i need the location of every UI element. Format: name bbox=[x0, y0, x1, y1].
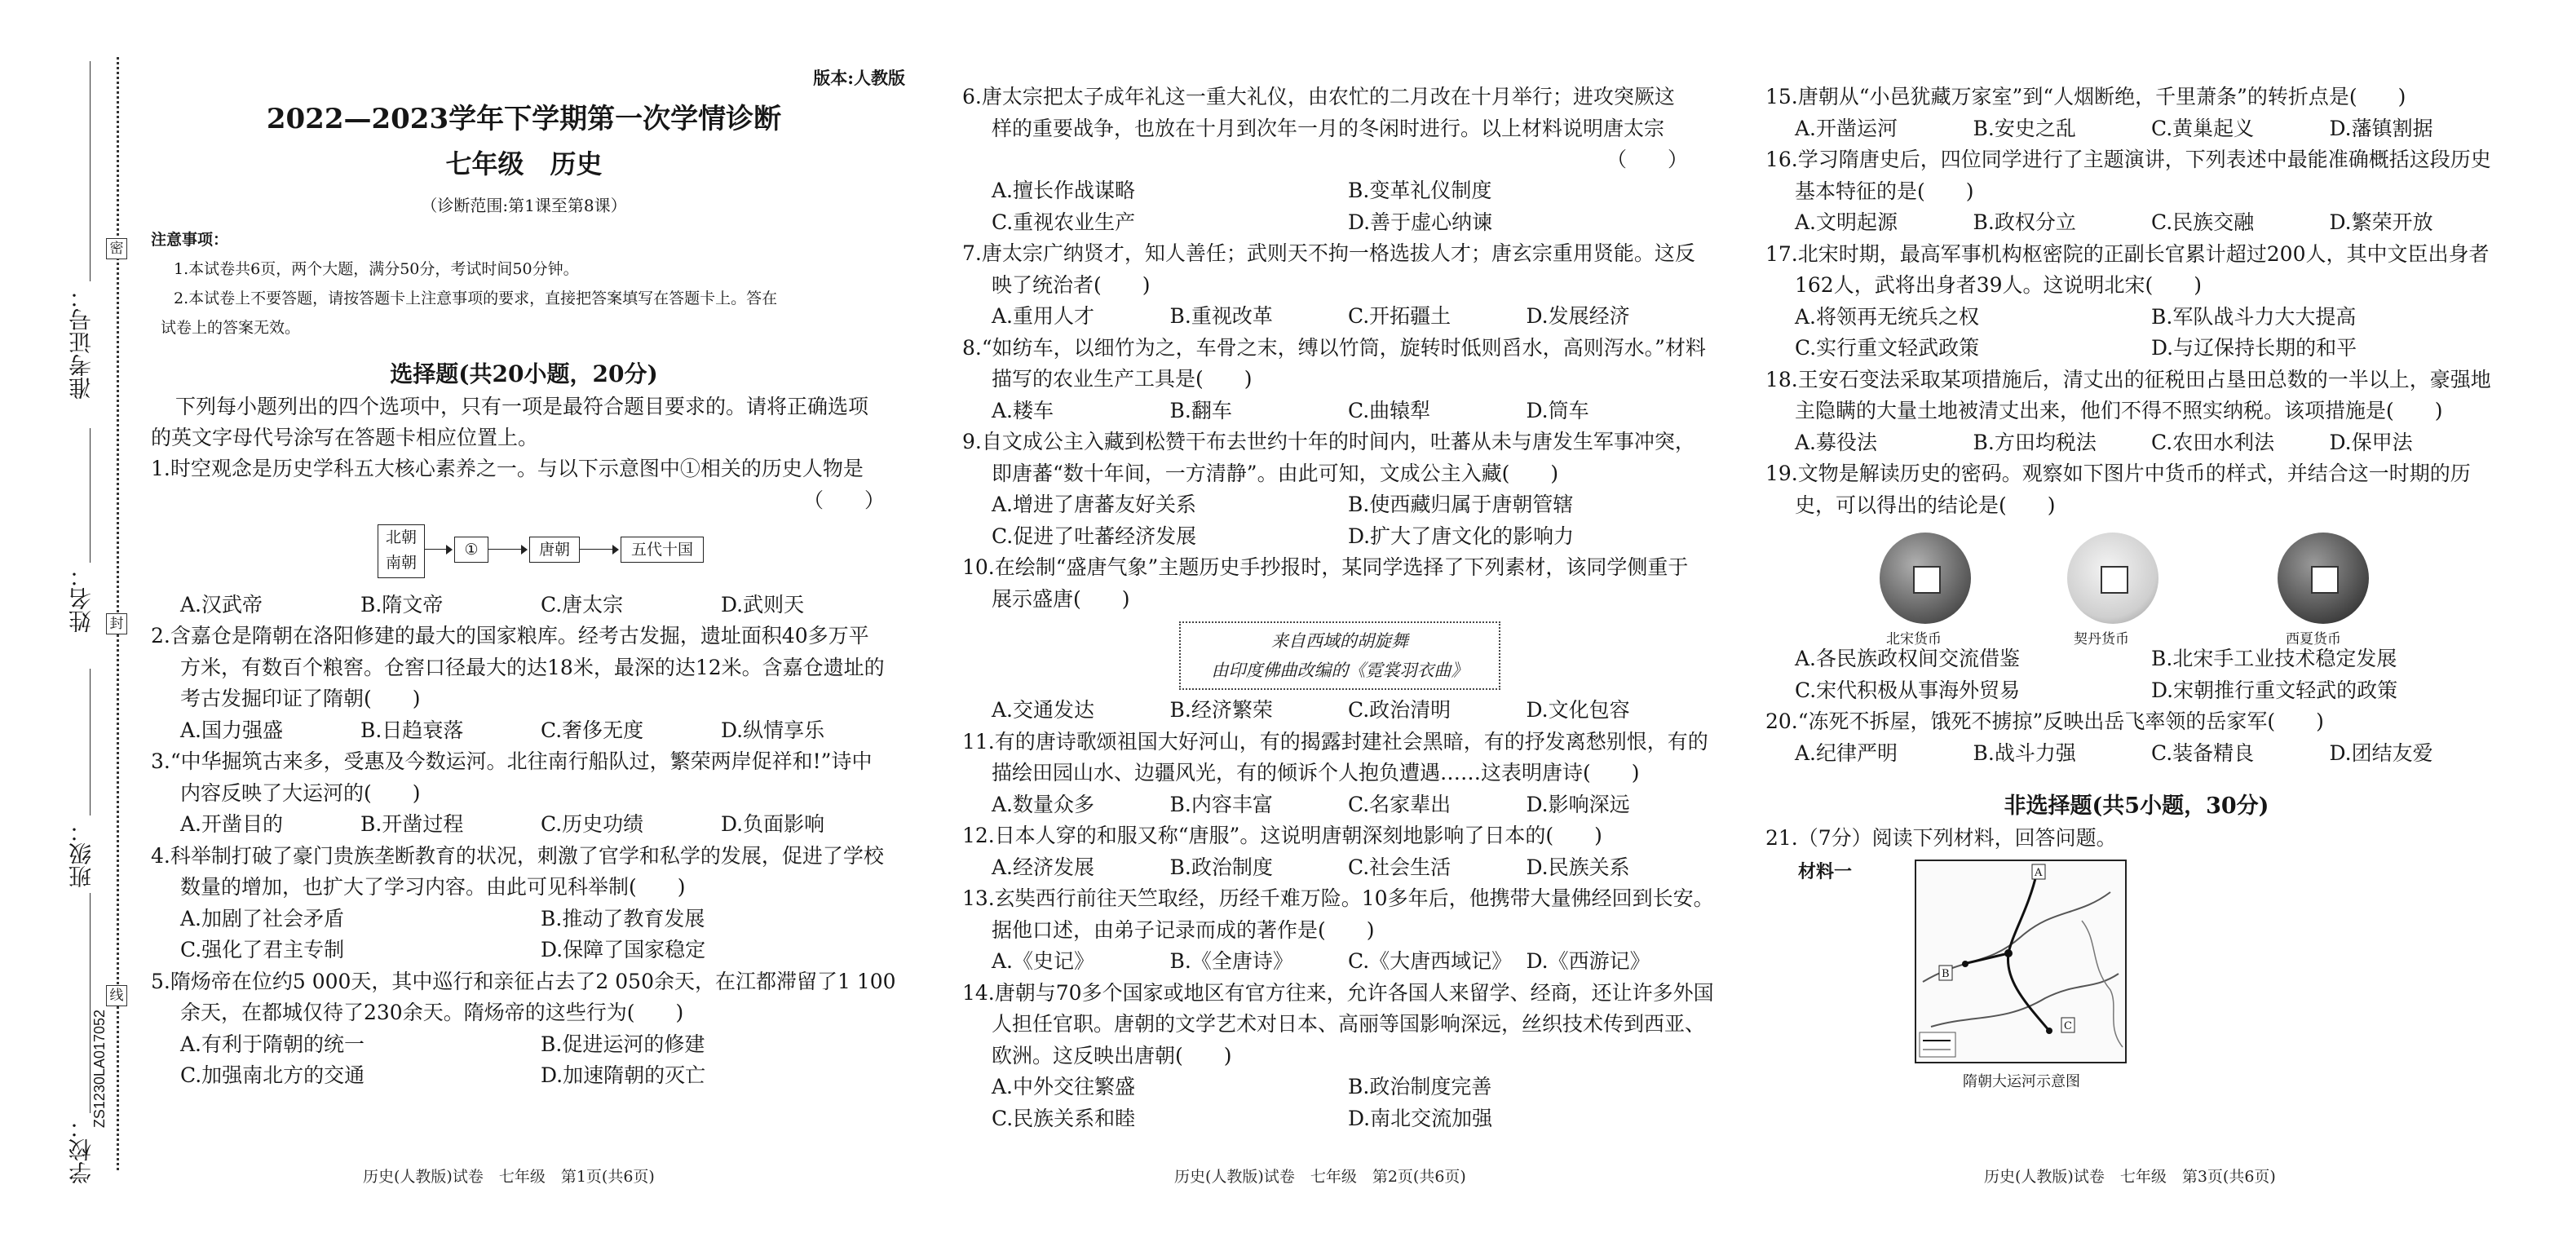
option-c[interactable]: C.名家辈出 bbox=[1348, 792, 1451, 816]
timeline-south-label: 南朝 bbox=[385, 553, 417, 572]
option-a[interactable]: A.募役法 bbox=[1795, 430, 1878, 454]
option-c[interactable]: C.历史功绩 bbox=[541, 812, 644, 836]
question-20 bbox=[1765, 706, 2508, 769]
q2-line: 2.含嘉仓是隋朝在洛阳修建的最大的国家粮库。经考古发掘，遗址面积40多万平 bbox=[151, 624, 869, 648]
option-d[interactable]: D.文化包容 bbox=[1526, 698, 1630, 722]
option-d[interactable]: D.武则天 bbox=[721, 592, 805, 617]
map-city-dot bbox=[2046, 1028, 2052, 1034]
q18-line: 18.王安石变法采取某项措施后，清丈出的征税田占垦田总数的一半以上，豪强地 bbox=[1765, 367, 2491, 391]
question-15 bbox=[1765, 82, 2508, 144]
q8-line: 描写的农业生产工具是( ) bbox=[992, 367, 1253, 391]
q21-stem: 21.（7分）阅读下列材料，回答问题。 bbox=[1765, 826, 2117, 850]
q17-line: 162人，武将出身者39人。这说明北宋( ) bbox=[1795, 273, 2203, 297]
page-3-body bbox=[1765, 82, 2508, 1099]
sui-canal-map bbox=[1915, 860, 2127, 1063]
question-14 bbox=[962, 978, 1714, 1135]
coin-square-hole bbox=[2311, 566, 2339, 594]
timeline-box-north-south bbox=[378, 524, 425, 578]
q19-line: 史，可以得出的结论是( ) bbox=[1795, 493, 2056, 517]
option-d[interactable]: D.民族关系 bbox=[1526, 855, 1630, 879]
option-d[interactable]: D.《西游记》 bbox=[1526, 949, 1650, 973]
q1-answer-paren[interactable]: （ ） bbox=[802, 488, 885, 512]
option-c[interactable]: C.强化了君主专制 bbox=[180, 938, 345, 961]
option-d[interactable]: D.藩镇割据 bbox=[2329, 116, 2433, 140]
option-a[interactable]: A.有利于隋朝的统一 bbox=[180, 1032, 365, 1056]
edition-label: 版本:人教版 bbox=[813, 68, 905, 88]
option-b[interactable]: B.政权分立 bbox=[1973, 210, 2076, 234]
option-a[interactable]: A.重用人才 bbox=[992, 304, 1095, 328]
name-label: 姓名： bbox=[68, 564, 95, 633]
serial-number: ZS1230LA017052 bbox=[91, 1010, 108, 1129]
page-3-footer: 历史(人教版)试卷 七年级 第3页(共6页) bbox=[1984, 1168, 2276, 1186]
option-d[interactable]: D.繁荣开放 bbox=[2329, 210, 2433, 234]
q14-line: 欧洲。这反映出唐朝( ) bbox=[992, 1043, 1232, 1067]
option-d[interactable]: D.筒车 bbox=[1526, 398, 1589, 422]
option-a[interactable]: A.增进了唐蕃友好关系 bbox=[992, 493, 1197, 516]
option-b[interactable]: B.政治制度完善 bbox=[1348, 1075, 1492, 1098]
seal-char-2: 封 bbox=[106, 613, 127, 634]
option-d[interactable]: D.负面影响 bbox=[721, 812, 825, 836]
q20-options bbox=[1765, 738, 2508, 770]
option-c[interactable]: C.开拓疆土 bbox=[1348, 304, 1451, 328]
q9-options bbox=[962, 489, 1704, 552]
option-b[interactable]: B.《全唐诗》 bbox=[1169, 949, 1293, 973]
q4-line: 4.科举制打破了豪门贵族垄断教育的状况，刺激了官学和私学的发展，促进了学校 bbox=[151, 843, 884, 868]
option-a[interactable]: A.交通发达 bbox=[992, 698, 1095, 722]
class-label: 班级： bbox=[68, 820, 95, 888]
q21-material-1 bbox=[1765, 855, 2508, 1099]
seal-char-3: 线 bbox=[106, 985, 127, 1006]
arrow-3-head bbox=[612, 545, 619, 555]
note-item: 1.本试卷共6页，两个大题，满分50分，考试时间50分钟。 bbox=[174, 260, 579, 278]
question-2 bbox=[151, 621, 901, 746]
option-d[interactable]: D.影响深远 bbox=[1526, 792, 1630, 816]
option-a[interactable]: A.开凿运河 bbox=[1795, 116, 1898, 140]
q3-line: 内容反映了大运河的( ) bbox=[180, 780, 421, 805]
option-b[interactable]: B.方田均税法 bbox=[1973, 430, 2097, 454]
question-11 bbox=[962, 727, 1708, 821]
q19-coins bbox=[1765, 521, 2508, 648]
option-b[interactable]: B.推动了教育发展 bbox=[541, 906, 705, 930]
question-10 bbox=[962, 552, 1704, 727]
map-city-dot bbox=[1962, 961, 1968, 967]
q8-line: 8.“如纺车，以细竹为之，车骨之末，缚以竹筒，旋转时低则舀水，高则泻水。”材料 bbox=[962, 335, 1706, 360]
option-c[interactable]: C.曲辕犁 bbox=[1348, 398, 1431, 422]
q10-material-box bbox=[1179, 621, 1500, 690]
map-label-b: B bbox=[1942, 967, 1950, 980]
note-item: 2.本试卷上不要答题，请按答题卡上注意事项的要求，直接把答案填写在答题卡上。答在 bbox=[174, 290, 778, 307]
option-a[interactable]: A.中外交往繁盛 bbox=[992, 1075, 1136, 1098]
q7-line: 映了统治者( ) bbox=[992, 272, 1151, 297]
option-b[interactable]: B.政治制度 bbox=[1169, 855, 1273, 879]
q10-options bbox=[962, 695, 1704, 727]
page-2-footer: 历史(人教版)试卷 七年级 第2页(共6页) bbox=[1174, 1168, 1466, 1186]
exam-subtitle: 七年级 历史 bbox=[445, 148, 603, 179]
map-caption: 隋朝大运河示意图 bbox=[1963, 1072, 2080, 1090]
q18-options bbox=[1765, 427, 2508, 459]
exam-id-label: 准考证号： bbox=[68, 285, 95, 400]
option-a[interactable]: A.纪律严明 bbox=[1795, 740, 1898, 765]
arrow-3 bbox=[580, 549, 616, 550]
map-legend bbox=[1920, 1032, 1955, 1057]
q20-line: 20.“冻死不拆屋，饿死不掳掠”反映出岳飞率领的岳家军( ) bbox=[1765, 709, 2324, 733]
coin-caption: 契丹货币 bbox=[2074, 631, 2129, 648]
timeline-box-five-dynasties: 五代十国 bbox=[621, 537, 704, 563]
notes bbox=[151, 225, 897, 343]
timeline-box-1: ① bbox=[454, 537, 488, 563]
q2-line: 考古发掘印证了隋朝( ) bbox=[180, 687, 421, 710]
q10-material-line: 由印度佛曲改编的《霓裳羽衣曲》 bbox=[1211, 661, 1469, 680]
q11-line: 描绘田园山水、边疆风光，有的倾诉个人抱负遭遇……这表明唐诗( ) bbox=[992, 761, 1640, 785]
q16-line: 16.学习隋唐史后，四位同学进行了主题演讲，下列表述中最能准确概括这段历史 bbox=[1765, 148, 2491, 171]
question-12 bbox=[962, 820, 1704, 883]
option-a[interactable]: A.文明起源 bbox=[1795, 210, 1898, 234]
question-4 bbox=[151, 841, 901, 966]
school-write-line[interactable] bbox=[90, 893, 91, 1113]
seal-char-1: 密 bbox=[106, 238, 127, 259]
timeline-north-label: 北朝 bbox=[385, 528, 417, 546]
option-c[interactable]: C.宋代积极从事海外贸易 bbox=[1795, 678, 2021, 702]
q7-options bbox=[962, 301, 1704, 333]
option-b[interactable]: B.日趋衰落 bbox=[360, 718, 464, 742]
option-a[interactable]: A.各民族政权间交流借鉴 bbox=[1795, 647, 2021, 670]
q6-line: 样的重要战争，也放在十月到次年一月的冬闲时进行。以上材料说明唐太宗 bbox=[992, 116, 1665, 140]
q10-line: 展示盛唐( ) bbox=[992, 586, 1130, 611]
option-b[interactable]: B.内容丰富 bbox=[1169, 792, 1273, 816]
option-b[interactable]: B.重视改革 bbox=[1169, 304, 1273, 328]
q15-line: 15.唐朝从“小邑犹藏万家室”到“人烟断绝，千里萧条”的转折点是( ) bbox=[1765, 85, 2406, 108]
option-b[interactable]: B.北宋手工业技术稳定发展 bbox=[2151, 647, 2397, 670]
q5-line: 余天，在都城仅待了230余天。隋炀帝的这些行为( ) bbox=[180, 1001, 684, 1024]
exam-id-write-line[interactable] bbox=[90, 61, 91, 281]
option-d[interactable]: D.加速隋朝的灭亡 bbox=[541, 1063, 706, 1087]
question-9 bbox=[962, 427, 1704, 552]
arrow-2-head bbox=[521, 545, 528, 555]
option-c[interactable]: C.社会生活 bbox=[1348, 855, 1451, 879]
school-label: 学校： bbox=[68, 1116, 95, 1184]
option-c[interactable]: C.重视农业生产 bbox=[992, 210, 1136, 234]
q1-stem: 1.时空观念是历史学科五大核心素养之一。与以下示意图中①相关的历史人物是 bbox=[151, 457, 864, 480]
option-a[interactable]: A.数量众多 bbox=[992, 792, 1095, 816]
q14-options bbox=[962, 1072, 1704, 1134]
q3-options bbox=[151, 809, 901, 841]
arrow-1-head bbox=[446, 545, 453, 555]
q16-options bbox=[1765, 207, 2508, 239]
q12-options bbox=[962, 852, 1704, 884]
option-d[interactable]: D.与辽保持长期的和平 bbox=[2151, 336, 2357, 360]
option-b[interactable]: B.军队战斗力大大提高 bbox=[2151, 304, 2357, 329]
timeline-box-tang: 唐朝 bbox=[529, 537, 580, 563]
option-c[interactable]: C.装备精良 bbox=[2151, 740, 2255, 765]
option-b[interactable]: B.经济繁荣 bbox=[1169, 698, 1273, 722]
option-b[interactable]: B.安史之乱 bbox=[1973, 116, 2076, 140]
option-a[interactable]: A.《史记》 bbox=[992, 949, 1095, 973]
q2-line: 方米，有数百个粮窖。仓窖口径最大的达18米，最深的达12米。含嘉仓遗址的 bbox=[180, 655, 885, 679]
q11-line: 11.有的唐诗歌颂祖国大好河山，有的揭露封建社会黑暗，有的抒发离愁别恨，有的 bbox=[962, 729, 1708, 754]
q15-options bbox=[1765, 113, 2508, 145]
option-b[interactable]: B.使西藏归属于唐朝管辖 bbox=[1348, 493, 1574, 516]
option-c[interactable]: C.实行重文轻武政策 bbox=[1795, 336, 1980, 360]
option-d[interactable]: D.团结友爱 bbox=[2329, 740, 2433, 765]
question-8 bbox=[962, 333, 1704, 427]
option-c[interactable]: C.政治清明 bbox=[1348, 698, 1451, 722]
q13-options bbox=[962, 946, 1704, 978]
q10-material-line: 来自西域的胡旋舞 bbox=[1271, 631, 1408, 651]
option-b[interactable]: B.战斗力强 bbox=[1973, 740, 2076, 765]
question-19 bbox=[1765, 458, 2508, 706]
option-a[interactable]: A.汉武帝 bbox=[180, 592, 263, 617]
khitan-coin-image bbox=[2067, 533, 2158, 624]
option-b[interactable]: B.隋文帝 bbox=[360, 592, 444, 617]
coin-caption: 北宋货币 bbox=[1886, 631, 1942, 648]
section1-instruction: 下列每小题列出的四个选项中，只有一项是最符合题目要求的。请将正确选项 bbox=[175, 395, 869, 418]
q6-line: 6.唐太宗把太子成年礼这一重大礼仪，由农忙的二月改在十月举行；进攻突厥这 bbox=[962, 85, 1675, 108]
question-16 bbox=[1765, 144, 2508, 239]
coin-caption: 西夏货币 bbox=[2286, 631, 2341, 648]
notes-heading: 注意事项： bbox=[151, 231, 229, 249]
option-c[interactable]: C.加强南北方的交通 bbox=[180, 1063, 365, 1087]
coin-square-hole bbox=[2101, 566, 2128, 594]
option-c[interactable]: C.促进了吐蕃经济发展 bbox=[992, 524, 1197, 548]
option-a[interactable]: A.经济发展 bbox=[992, 855, 1095, 879]
question-18 bbox=[1765, 365, 2508, 459]
option-d[interactable]: D.保甲法 bbox=[2329, 430, 2413, 454]
coin-square-hole bbox=[1913, 566, 1941, 594]
exam-title: 2022—2023学年下学期第一次学情诊断 bbox=[266, 103, 782, 135]
option-c[interactable]: C.农田水利法 bbox=[2151, 430, 2275, 454]
name-write-line[interactable] bbox=[90, 428, 91, 563]
western-xia-coin-image bbox=[2278, 533, 2369, 624]
map-city-dot bbox=[2004, 949, 2013, 957]
option-b[interactable]: B.开凿过程 bbox=[360, 812, 464, 836]
option-d[interactable]: D.扩大了唐文化的影响力 bbox=[1348, 524, 1575, 548]
northern-song-coin-image bbox=[1880, 533, 1971, 624]
map-label-c: C bbox=[2064, 1019, 2072, 1032]
option-a[interactable]: A.国力强盛 bbox=[180, 718, 284, 742]
question-5 bbox=[151, 966, 901, 1092]
section2-title: 非选择题(共5小题，30分) bbox=[2004, 793, 2269, 819]
q13-line: 13.玄奘西行前往天竺取经，历经千难万险。10多年后，他携带大量佛经回到长安。 bbox=[962, 886, 1714, 910]
q2-options bbox=[151, 715, 901, 747]
q11-options bbox=[962, 789, 1704, 821]
note-item: 试卷上的答案无效。 bbox=[161, 319, 301, 337]
question-13 bbox=[962, 883, 1714, 978]
q16-line: 基本特征的是( ) bbox=[1795, 179, 1974, 203]
q5-options bbox=[151, 1029, 901, 1092]
option-d[interactable]: D.保障了国家稳定 bbox=[541, 938, 706, 961]
option-d[interactable]: D.宋朝推行重文轻武的政策 bbox=[2151, 678, 2398, 702]
option-d[interactable]: D.纵情享乐 bbox=[721, 718, 825, 742]
q19-line: 19.文物是解读历史的密码。观察如下图片中货币的样式，并结合这一时期的历 bbox=[1765, 462, 2471, 485]
option-c[interactable]: C.唐太宗 bbox=[541, 592, 624, 617]
q3-line: 3.“中华掘筑古来多，受惠及今数运河。北往南行船队过，繁荣两岸促祥和!”诗中 bbox=[151, 749, 873, 773]
q6-options bbox=[962, 175, 1704, 238]
q17-options bbox=[1765, 302, 2508, 365]
option-b[interactable]: B.翻车 bbox=[1169, 398, 1232, 422]
q5-line: 5.隋炀帝在位约5 000天，其中巡行和亲征占去了2 050余天，在江都滞留了1 100 bbox=[151, 969, 896, 993]
question-1 bbox=[151, 453, 901, 621]
question-7 bbox=[962, 238, 1704, 333]
q13-line: 据他口述，由弟子记录而成的著作是( ) bbox=[992, 917, 1375, 942]
q19-options bbox=[1765, 643, 2508, 706]
q17-line: 17.北宋时期，最高军事机构枢密院的正副长官累计超过200人，其中文臣出身者 bbox=[1765, 241, 2490, 266]
q9-line: 即唐蕃“数十年间，一方清静”。由此可知，文成公主入藏( ) bbox=[992, 461, 1559, 485]
question-6 bbox=[962, 82, 1704, 238]
option-c[interactable]: C.奢侈无度 bbox=[541, 718, 644, 742]
page-1-footer: 历史(人教版)试卷 七年级 第1页(共6页) bbox=[363, 1168, 655, 1186]
option-d[interactable]: D.善于虚心纳谏 bbox=[1348, 210, 1493, 234]
option-a[interactable]: A.耧车 bbox=[992, 398, 1054, 422]
q8-options bbox=[962, 396, 1704, 427]
option-c[interactable]: C.民族交融 bbox=[2151, 210, 2255, 234]
q1-timeline bbox=[151, 516, 901, 590]
q14-line: 14.唐朝与70多个国家或地区有官方往来，允许各国人来留学、经商，还让许多外国 bbox=[962, 980, 1714, 1005]
section1-title: 选择题(共20小题，20分) bbox=[390, 360, 658, 387]
q4-options bbox=[151, 904, 901, 966]
option-a[interactable]: A.开凿目的 bbox=[180, 812, 284, 836]
option-a[interactable]: A.加剧了社会矛盾 bbox=[180, 906, 345, 930]
q6-answer-paren[interactable]: （ ） bbox=[1606, 148, 1688, 171]
section1-instruction: 的英文字母代号涂写在答题卡相应位置上。 bbox=[151, 426, 539, 449]
option-a[interactable]: A.将领再无统兵之权 bbox=[1795, 304, 1980, 329]
question-17 bbox=[1765, 239, 2508, 365]
option-d[interactable]: D.南北交流加强 bbox=[1348, 1106, 1493, 1130]
material-label: 材料一 bbox=[1798, 860, 1853, 882]
page-2-body bbox=[962, 82, 1714, 1134]
option-b[interactable]: B.变革礼仪制度 bbox=[1348, 179, 1492, 202]
q4-line: 数量的增加，也扩大了学习内容。由此可见科举制( ) bbox=[180, 875, 686, 899]
q10-line: 10.在绘制“盛唐气象”主题历史手抄报时，某同学选择了下列素材，该同学侧重于 bbox=[962, 555, 1689, 579]
arrow-2 bbox=[488, 549, 524, 550]
map-label-a: A bbox=[2035, 866, 2043, 879]
option-d[interactable]: D.发展经济 bbox=[1526, 304, 1630, 328]
option-c[interactable]: C.《大唐西域记》 bbox=[1348, 949, 1513, 973]
q9-line: 9.自文成公主入藏到松赞干布去世约十年的时间内，吐蕃从未与唐发生军事冲突， bbox=[962, 430, 1695, 453]
q1-options bbox=[151, 590, 901, 621]
option-c[interactable]: C.黄巢起义 bbox=[2151, 116, 2255, 140]
q18-line: 主隐瞒的大量土地被清丈出来，他们不得不照实纳税。该项措施是( ) bbox=[1795, 399, 2443, 422]
option-a[interactable]: A.擅长作战谋略 bbox=[992, 179, 1136, 202]
class-write-line[interactable] bbox=[90, 669, 91, 815]
section1-body bbox=[151, 391, 901, 1092]
option-b[interactable]: B.促进运河的修建 bbox=[541, 1032, 705, 1056]
question-3 bbox=[151, 746, 901, 841]
option-c[interactable]: C.民族关系和睦 bbox=[992, 1106, 1136, 1130]
q12-line: 12.日本人穿的和服又称“唐服”。这说明唐朝深刻地影响了日本的( ) bbox=[962, 824, 1602, 847]
exam-scope: （诊断范围:第1课至第8课） bbox=[421, 196, 627, 215]
q14-line: 人担任官职。唐朝的文学艺术对日本、高丽等国影响深远，丝织技术传到西亚、 bbox=[992, 1012, 1706, 1036]
q7-line: 7.唐太宗广纳贤才，知人善任；武则天不拘一格选拔人才；唐玄宗重用贤能。这反 bbox=[962, 241, 1695, 265]
